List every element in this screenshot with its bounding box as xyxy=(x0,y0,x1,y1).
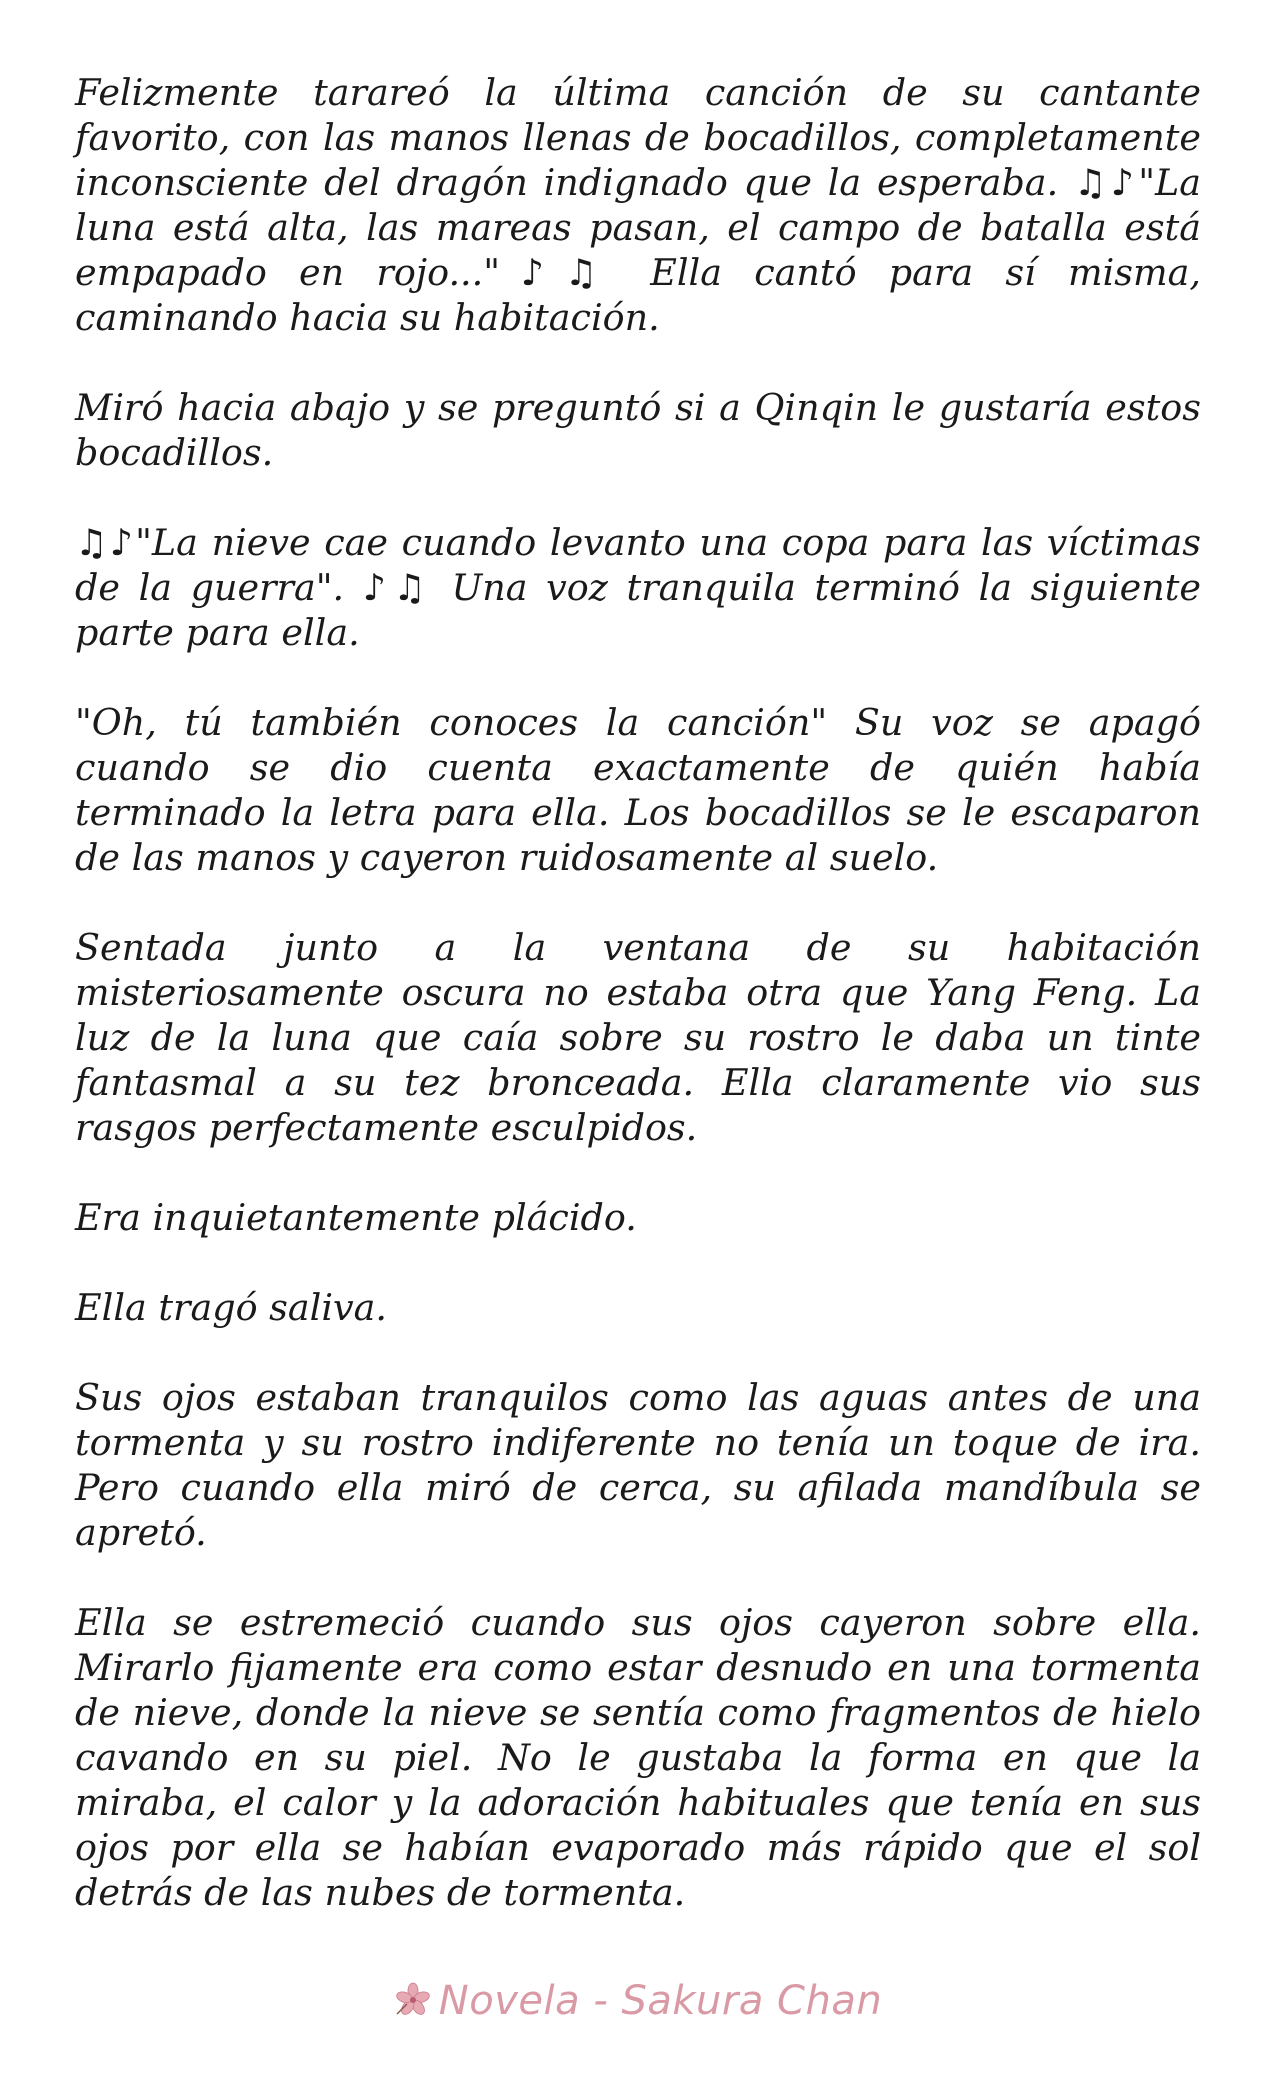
sakura-blossom-icon xyxy=(393,1980,433,2020)
watermark-text: Novela - Sakura Chan xyxy=(438,1978,883,2024)
paragraph-3: ♫♪"La nieve cae cuando levanto una copa para las víctimas de la guerra". ♪♫ Una voz tranquila terminó la siguiente parte para ella. xyxy=(75,521,1201,654)
paragraph-8: Sus ojos estaban tranquilos como las aguas antes de una tormenta y su rostro indiferente no tenía un toque de ira. Pero cuando ella miró de cerca, su afilada mandíbula se apretó. xyxy=(75,1376,1201,1554)
paragraph-4: "Oh, tú también conoces la canción" Su voz se apagó cuando se dio cuenta exactamente de quién había terminado la letra para ella. Los bocadillos se le escaparon de las manos y cayeron ruidosamente al suelo. xyxy=(75,701,1201,879)
paragraph-5: Sentada junto a la ventana de su habitación misteriosamente oscura no estaba otra que Yang Feng. La luz de la luna que caía sobre su rostro le daba un tinte fantasmal a su tez bronceada. Ella claramente vio sus rasgos perfectamente esculpidos. xyxy=(75,926,1201,1149)
chapter-text xyxy=(75,70,1201,1960)
paragraph-6: Era inquietantemente plácido. xyxy=(75,1196,637,1239)
paragraph-7: Ella tragó saliva. xyxy=(75,1286,387,1329)
paragraph-1: Felizmente tarareó la última canción de su cantante favorito, con las manos llenas de bocadillos, completamente inconsciente del dragón indignado que la esperaba. ♫♪"La luna está alta, las mareas pasan, el campo de batalla está empapado en rojo..."♪♫ Ella cantó para sí misma, caminando hacia su habitación. xyxy=(75,71,1201,339)
paragraph-2: Miró hacia abajo y se preguntó si a Qinqin le gustaría estos bocadillos. xyxy=(75,386,1201,474)
paragraph-9: Ella se estremeció cuando sus ojos cayeron sobre ella. Mirarlo fijamente era como estar desnudo en una tormenta de nieve, donde la nieve se sentía como fragmentos de hielo cavando en su piel. No le gustaba la forma en que la miraba, el calor y la adoración habituales que tenía en sus ojos por ella se habían evaporado más rápido que el sol detrás de las nubes de tormenta. xyxy=(75,1601,1201,1914)
watermark xyxy=(0,1978,1275,2024)
